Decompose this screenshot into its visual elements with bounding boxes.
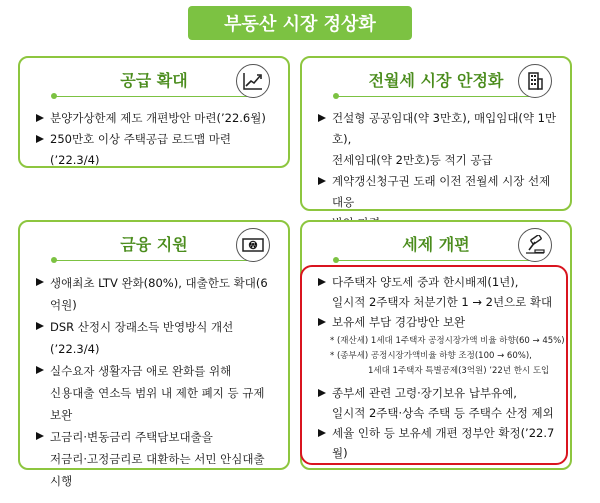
rental-panel-header: [302, 58, 570, 100]
list-item-line: DSR 산정시 장래소득 반영방식 개선(’22.3/4): [50, 320, 234, 356]
list-item-line: 건설형 공공임대(약 3만호), 매입임대(약 1만호),: [332, 111, 557, 146]
finance-list: [34, 272, 278, 492]
list-item-line: 보유세 부담 경감방안 보완: [332, 315, 466, 329]
list-item-line: 계약갱신청구권 도래 이전 전월세 시장 선제 대응: [332, 174, 551, 209]
list-item-line: 생애최초 LTV 완화(80%), 대출한도 확대(6억원): [50, 276, 268, 312]
tax-panel-header: [302, 222, 570, 264]
list-item-line: 일시적 2주택자 처분기한 1 → 2년으로 확대: [332, 295, 553, 309]
list-item-line: 다주택자 양도세 중과 한시배제(1년),: [332, 275, 519, 289]
divider-dot: [51, 257, 57, 263]
footnote: * (재산세) 1세대 1주택자 공정시장가액 비율 하향(60 → 45%): [330, 336, 565, 346]
divider-dot: [333, 257, 339, 263]
won-banknote-icon: [236, 228, 270, 262]
svg-text:₩: ₩: [249, 242, 257, 250]
list-item: [34, 316, 278, 360]
gavel-icon: [518, 228, 552, 262]
rising-chart-icon: [236, 64, 270, 98]
divider: [54, 260, 254, 261]
list-item-line: 고금리·변동금리 주택담보대출을: [50, 430, 213, 444]
rental-panel: [300, 56, 572, 211]
rental-heading: 전월세 시장 안정화: [368, 70, 504, 90]
divider: [54, 96, 254, 97]
divider: [336, 260, 536, 261]
list-item: [34, 272, 278, 316]
list-item: [34, 360, 278, 426]
list-item-line: 실수요자 생활자금 애로 완화를 위해: [50, 364, 232, 378]
list-item: 250만호 이상 주택공급 로드맵 마련(’22.3/4): [34, 129, 278, 171]
tax-notes: [316, 334, 566, 379]
list-item: [316, 383, 566, 423]
list-item-line: 저금리·고정금리로 대환하는 서민 안심대출 시행: [50, 452, 265, 488]
list-item-line: 세율 인하 등 보유세 개편 정부안 확정(’22.7월): [332, 426, 555, 460]
list-item: [316, 272, 566, 312]
supply-heading: 공급 확대: [120, 70, 188, 90]
supply-panel-header: [20, 58, 288, 100]
list-item-line: 일시적 2주택·상속 주택 등 주택수 산정 제외: [332, 406, 554, 420]
finance-heading: 금융 지원: [120, 234, 188, 254]
divider: [336, 96, 536, 97]
divider-dot: [51, 93, 57, 99]
tax-list: [316, 272, 566, 463]
supply-panel: [18, 56, 290, 168]
divider-dot: [333, 93, 339, 99]
footnote: * (종부세) 공정시장가액비율 하향 조정(100 → 60%),: [330, 351, 532, 361]
list-item: [34, 426, 278, 492]
list-item-line: 전세임대(약 2만호)등 적기 공급: [332, 153, 493, 167]
tax-heading: 세제 개편: [402, 234, 470, 254]
list-item-line: 종부세 관련 고령·장기보유 납부유예,: [332, 386, 517, 400]
page-title: 부동산 시장 정상화: [224, 14, 376, 35]
list-item-line: 신용대출 연소득 범위 내 제한 폐지 등 규제 보완: [50, 386, 265, 422]
list-item: 분양가상한제 제도 개편방안 마련(’22.6월): [34, 108, 278, 129]
building-icon: [518, 64, 552, 98]
list-item: [316, 108, 560, 171]
supply-list: [34, 108, 278, 171]
rental-list: [316, 108, 560, 234]
finance-panel: [18, 220, 290, 488]
list-item: [316, 423, 566, 463]
finance-panel-header: [20, 222, 288, 264]
page-title-banner: [188, 6, 412, 40]
list-item: [316, 312, 566, 332]
footnote: 1세대 1주택자 특별공제(3억원) ’22년 한시 도입: [368, 366, 550, 376]
